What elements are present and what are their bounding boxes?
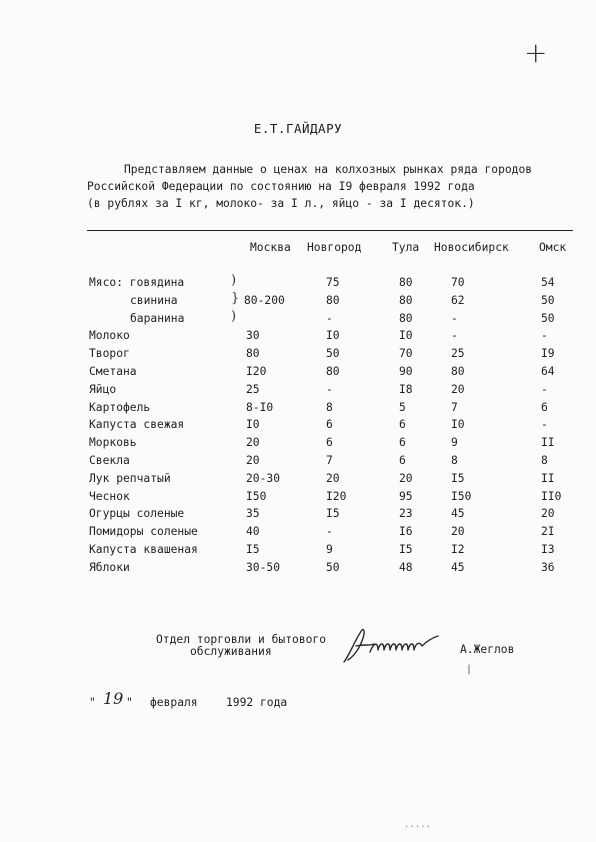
table-cell: 64 xyxy=(541,365,555,378)
table-cell: 20 xyxy=(246,436,260,450)
table-cell: 8 xyxy=(541,454,548,467)
table-row-label: Яйцо xyxy=(89,382,117,396)
table-cell: 20 xyxy=(326,471,340,485)
column-header-novgorod: Новгород xyxy=(307,241,362,254)
table-row-label: Помидоры соленые xyxy=(89,525,198,539)
table-cell: 48 xyxy=(399,560,413,574)
column-header-omsk: Омск xyxy=(539,241,567,254)
table-row-label: Свекла xyxy=(89,454,130,467)
table-cell: 80 xyxy=(246,347,260,361)
table-cell: 6 xyxy=(326,436,333,450)
intro-line-2: Российской Федерации по состоянию на I9 февраля 1992 года xyxy=(87,180,475,193)
table-cell: 50 xyxy=(326,347,340,361)
column-header-moscow: Москва xyxy=(250,241,291,254)
table-cell: 9 xyxy=(451,436,458,450)
table-cell: 80 xyxy=(326,365,340,378)
intro-line-3: (в рублях за I кг, молоко- за I л., яйцо - за I десяток.) xyxy=(87,197,475,210)
table-row-label: свинина xyxy=(130,293,178,307)
handwritten-signature xyxy=(340,624,448,670)
table-cell: I50 xyxy=(451,489,472,503)
table-cell: II xyxy=(541,436,555,450)
table-cell: 6 xyxy=(326,418,333,432)
table-cell: I0 xyxy=(399,329,413,343)
table-cell: 80 xyxy=(399,276,413,289)
bottom-dash-mark: ..... xyxy=(404,820,432,830)
table-cell: I5 xyxy=(246,543,260,556)
date-quote-open: " xyxy=(89,696,96,709)
table-cell: I5 xyxy=(326,507,340,521)
table-cell: I8 xyxy=(399,382,413,396)
table-cell: 70 xyxy=(399,347,413,361)
table-cell: 5 xyxy=(399,400,406,414)
table-cell: I3 xyxy=(541,543,555,556)
table-cell: 70 xyxy=(451,276,465,289)
table-cell: 45 xyxy=(451,560,465,574)
table-row-label: Огурцы соленые xyxy=(89,507,185,521)
table-cell: I2 xyxy=(451,543,465,556)
table-cell: 25 xyxy=(246,382,260,396)
table-cell: 40 xyxy=(246,525,260,539)
table-cell: 7 xyxy=(326,454,333,467)
brace-middle: } xyxy=(231,291,240,306)
table-top-rule xyxy=(87,230,573,231)
table-cell: - xyxy=(326,382,333,396)
department-line-2: обслуживания xyxy=(190,645,272,658)
table-cell: - xyxy=(541,382,548,396)
table-cell: I20 xyxy=(326,489,347,503)
table-cell: 2I xyxy=(541,525,555,539)
table-row-label: Лук репчатый xyxy=(89,471,171,485)
table-cell: 80 xyxy=(451,365,465,378)
table-cell: 62 xyxy=(451,293,465,307)
table-cell: 45 xyxy=(451,507,465,521)
table-cell: - xyxy=(326,525,333,539)
small-pen-tick: | xyxy=(466,664,473,675)
table-cell: 6 xyxy=(541,400,548,414)
table-cell: 36 xyxy=(541,560,555,574)
table-cell: 20 xyxy=(246,454,260,467)
table-cell: 95 xyxy=(399,489,413,503)
date-day-handwritten: 19 xyxy=(103,689,124,708)
table-cell: 20 xyxy=(451,525,465,539)
table-cell: 20 xyxy=(399,471,413,485)
table-cell: I0 xyxy=(451,418,465,432)
addressee-heading: Е.Т.ГАЙДАРУ xyxy=(253,121,343,136)
department-line-1: Отдел торговли и бытового xyxy=(156,633,327,646)
table-cell: 50 xyxy=(541,311,555,325)
table-cell: 50 xyxy=(541,293,555,307)
table-cell: 8 xyxy=(326,400,333,414)
brace-top: ) xyxy=(231,273,237,288)
table-cell: 6 xyxy=(399,436,406,450)
table-cell: 20 xyxy=(451,382,465,396)
table-cell: 80 xyxy=(399,293,413,307)
table-cell: I20 xyxy=(246,365,267,378)
table-cell: 8-I0 xyxy=(246,400,274,414)
table-row-label: Капуста свежая xyxy=(89,418,185,432)
handwritten-cross-mark: + xyxy=(524,36,548,69)
table-cell: II xyxy=(541,471,555,485)
table-cell: 80 xyxy=(399,311,413,325)
table-row-label: Яблоки xyxy=(89,560,130,574)
table-cell: 80 xyxy=(326,293,340,307)
table-cell: 80-200 xyxy=(244,293,285,307)
column-header-novosibirsk: Новосибирск xyxy=(434,241,509,254)
date-quote-close: " xyxy=(126,696,133,709)
table-cell: 30 xyxy=(246,329,260,343)
table-cell: 54 xyxy=(541,276,555,289)
table-row-label: Сметана xyxy=(89,365,137,378)
table-cell: 23 xyxy=(399,507,413,521)
table-row-label: Картофель xyxy=(89,400,151,414)
table-cell: 6 xyxy=(399,454,406,467)
brace-bottom: ) xyxy=(231,309,237,324)
table-cell: I9 xyxy=(541,347,555,361)
table-cell: 6 xyxy=(399,418,406,432)
table-cell: 25 xyxy=(451,347,465,361)
table-cell: I5 xyxy=(399,543,413,556)
table-row-label: Капуста квашеная xyxy=(89,543,198,556)
date-year: 1992 года xyxy=(226,696,288,709)
table-row-label: Творог xyxy=(89,347,130,361)
table-cell: - xyxy=(451,329,458,343)
intro-line-1: Представляем данные о ценах на колхозных рынках ряда городов xyxy=(124,163,533,176)
table-cell: 7 xyxy=(451,400,458,414)
table-cell: I0 xyxy=(246,418,260,432)
column-header-tula: Тула xyxy=(392,241,420,254)
table-cell: 20-30 xyxy=(246,471,281,485)
table-cell: 75 xyxy=(326,276,340,289)
date-month: февраля xyxy=(150,696,198,709)
table-cell: 8 xyxy=(451,454,458,467)
table-row-label: баранина xyxy=(130,311,185,325)
table-cell: II0 xyxy=(541,489,562,503)
table-cell: 20 xyxy=(541,507,555,521)
table-row-label: Чеснок xyxy=(89,489,130,503)
table-cell: I5 xyxy=(451,471,465,485)
table-cell: 50 xyxy=(326,560,340,574)
table-row-label: Мясо: говядина xyxy=(89,276,185,289)
table-cell: I0 xyxy=(326,329,340,343)
table-cell: 35 xyxy=(246,507,260,521)
signer-name: А.Жеглов xyxy=(460,643,515,656)
table-row-label: Морковь xyxy=(89,436,137,450)
table-cell: - xyxy=(326,311,333,325)
table-cell: 30-50 xyxy=(246,560,281,574)
table-cell: 9 xyxy=(326,543,333,556)
table-cell: 90 xyxy=(399,365,413,378)
table-cell: - xyxy=(541,418,548,432)
table-cell: - xyxy=(451,311,458,325)
table-cell: I6 xyxy=(399,525,413,539)
table-cell: - xyxy=(541,329,548,343)
table-row-label: Молоко xyxy=(89,329,130,343)
table-cell: I50 xyxy=(246,489,267,503)
